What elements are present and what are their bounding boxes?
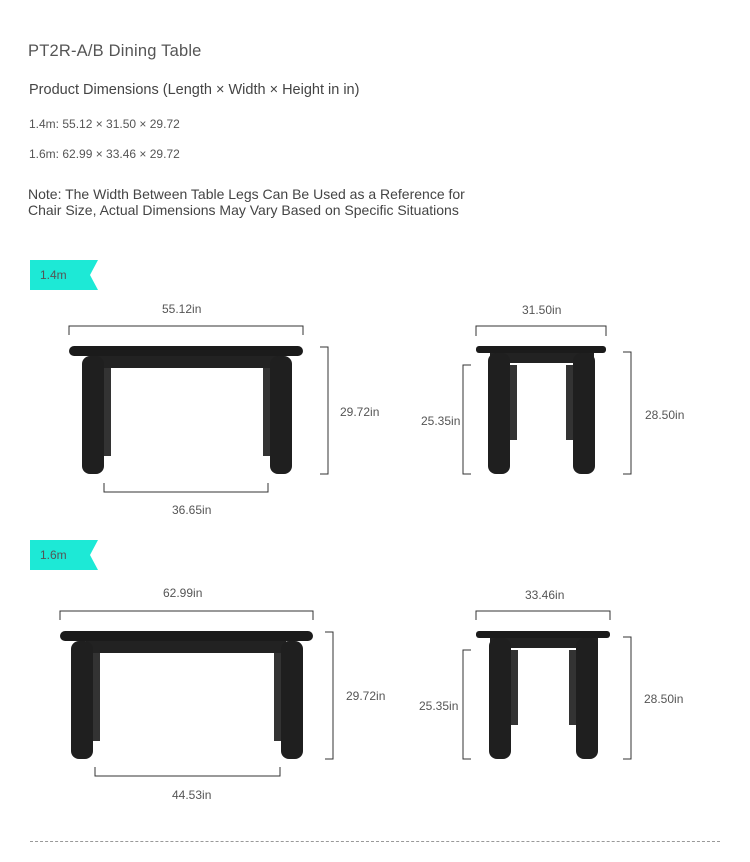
side-height-label: 28.50in xyxy=(645,408,685,422)
dimension-row-1.6m: 1.6m: 62.99 × 33.46 × 29.72 xyxy=(29,147,180,161)
side-inner-height-label: 25.35in xyxy=(421,414,461,428)
table-side-view-1.6m xyxy=(476,631,610,759)
size-note-line-2: Chair Size, Actual Dimensions May Vary Based on Specific Situations xyxy=(28,202,459,218)
side-width-label: 33.46in xyxy=(525,588,565,602)
size-tag-label: 1.4m xyxy=(40,268,67,282)
dimension-row-1.4m: 1.4m: 55.12 × 31.50 × 29.72 xyxy=(29,117,180,131)
size-note-line-1: Note: The Width Between Table Legs Can Be Used as a Reference for xyxy=(28,186,465,202)
side-width-label: 31.50in xyxy=(522,303,562,317)
table-front-view-1.4m xyxy=(69,346,303,474)
front-height-label: 29.72in xyxy=(340,405,380,419)
leg-span-label: 44.53in xyxy=(172,788,212,802)
front-length-label: 55.12in xyxy=(162,302,202,316)
leg-span-label: 36.65in xyxy=(172,503,212,517)
size-tag-label: 1.6m xyxy=(40,548,67,562)
table-front-view-1.6m xyxy=(60,631,313,759)
front-length-label: 62.99in xyxy=(163,586,203,600)
side-height-label: 28.50in xyxy=(644,692,684,706)
divider xyxy=(30,841,720,842)
dimensions-heading: Product Dimensions (Length × Width × Height in in) xyxy=(29,82,360,98)
side-inner-height-label: 25.35in xyxy=(419,699,459,713)
table-side-view-1.4m xyxy=(476,346,606,474)
front-height-label: 29.72in xyxy=(346,689,386,703)
page-title: PT2R-A/B Dining Table xyxy=(28,42,202,60)
